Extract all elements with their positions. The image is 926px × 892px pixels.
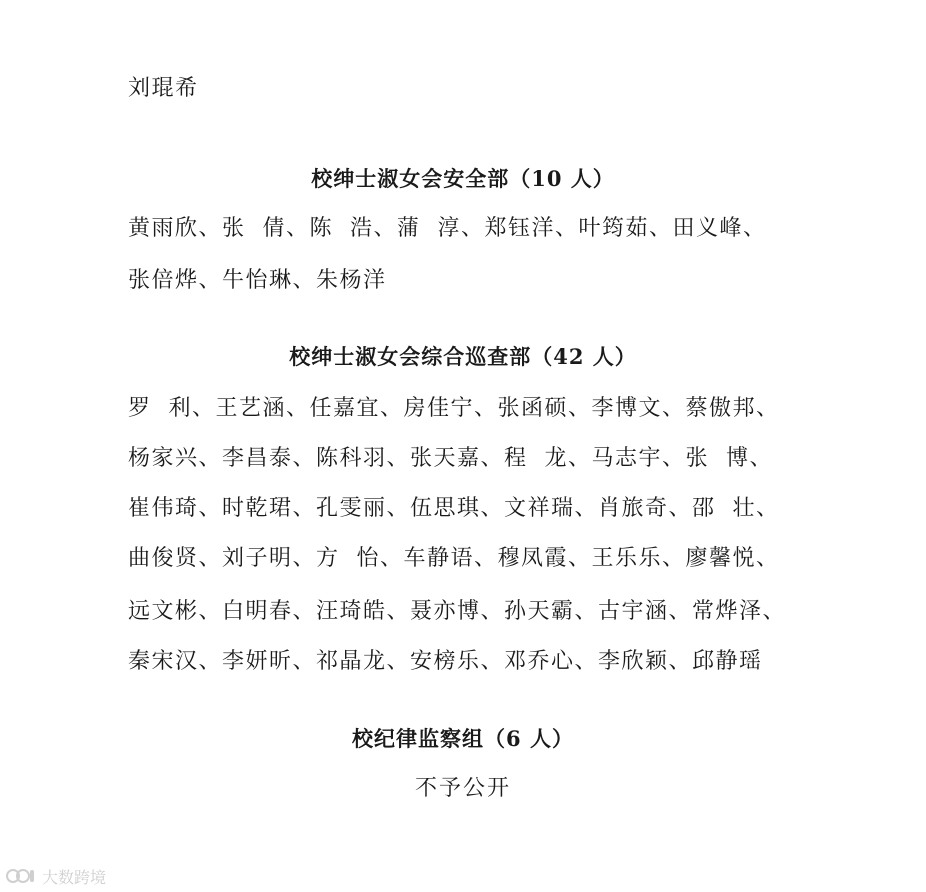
name-line: 张倍烨、牛怡琳、朱杨洋	[128, 268, 387, 293]
name-line: 杨家兴、李昌泰、陈科羽、张天嘉、程 龙、马志宇、张 博、	[128, 446, 773, 471]
section-heading-security: 校绅士淑女会安全部（10 人）	[311, 166, 615, 191]
logo-mark-icon	[6, 867, 36, 885]
name-line: 曲俊贤、刘子明、方 怡、车静语、穆凤霞、王乐乐、廖馨悦、	[128, 546, 780, 571]
name-line: 崔伟琦、时乾珺、孔雯丽、伍思琪、文祥瑞、肖旅奇、邵 壮、	[128, 496, 780, 521]
name-line: 罗 利、王艺涵、任嘉宜、房佳宁、张函硕、李博文、蔡傲邦、	[128, 396, 780, 421]
undisclosed-note: 不予公开	[414, 776, 511, 801]
name-line: 黄雨欣、张 倩、陈 浩、蒲 淳、郑钰洋、叶筠茹、田义峰、	[128, 216, 767, 241]
name-line: 刘琨希	[128, 76, 199, 101]
name-line: 秦宋汉、李妍昕、祁晶龙、安榜乐、邓乔心、李欣颖、邱静瑶	[128, 649, 763, 674]
watermark-text: 大数跨境	[42, 867, 107, 887]
section-heading-patrol: 校绅士淑女会综合巡查部（42 人）	[289, 344, 637, 369]
watermark	[6, 864, 106, 888]
name-line: 远文彬、白明春、汪琦皓、聂亦博、孙天霸、古宇涵、常烨泽、	[128, 599, 787, 624]
section-heading-discipline: 校纪律监察组（6 人）	[352, 726, 574, 751]
